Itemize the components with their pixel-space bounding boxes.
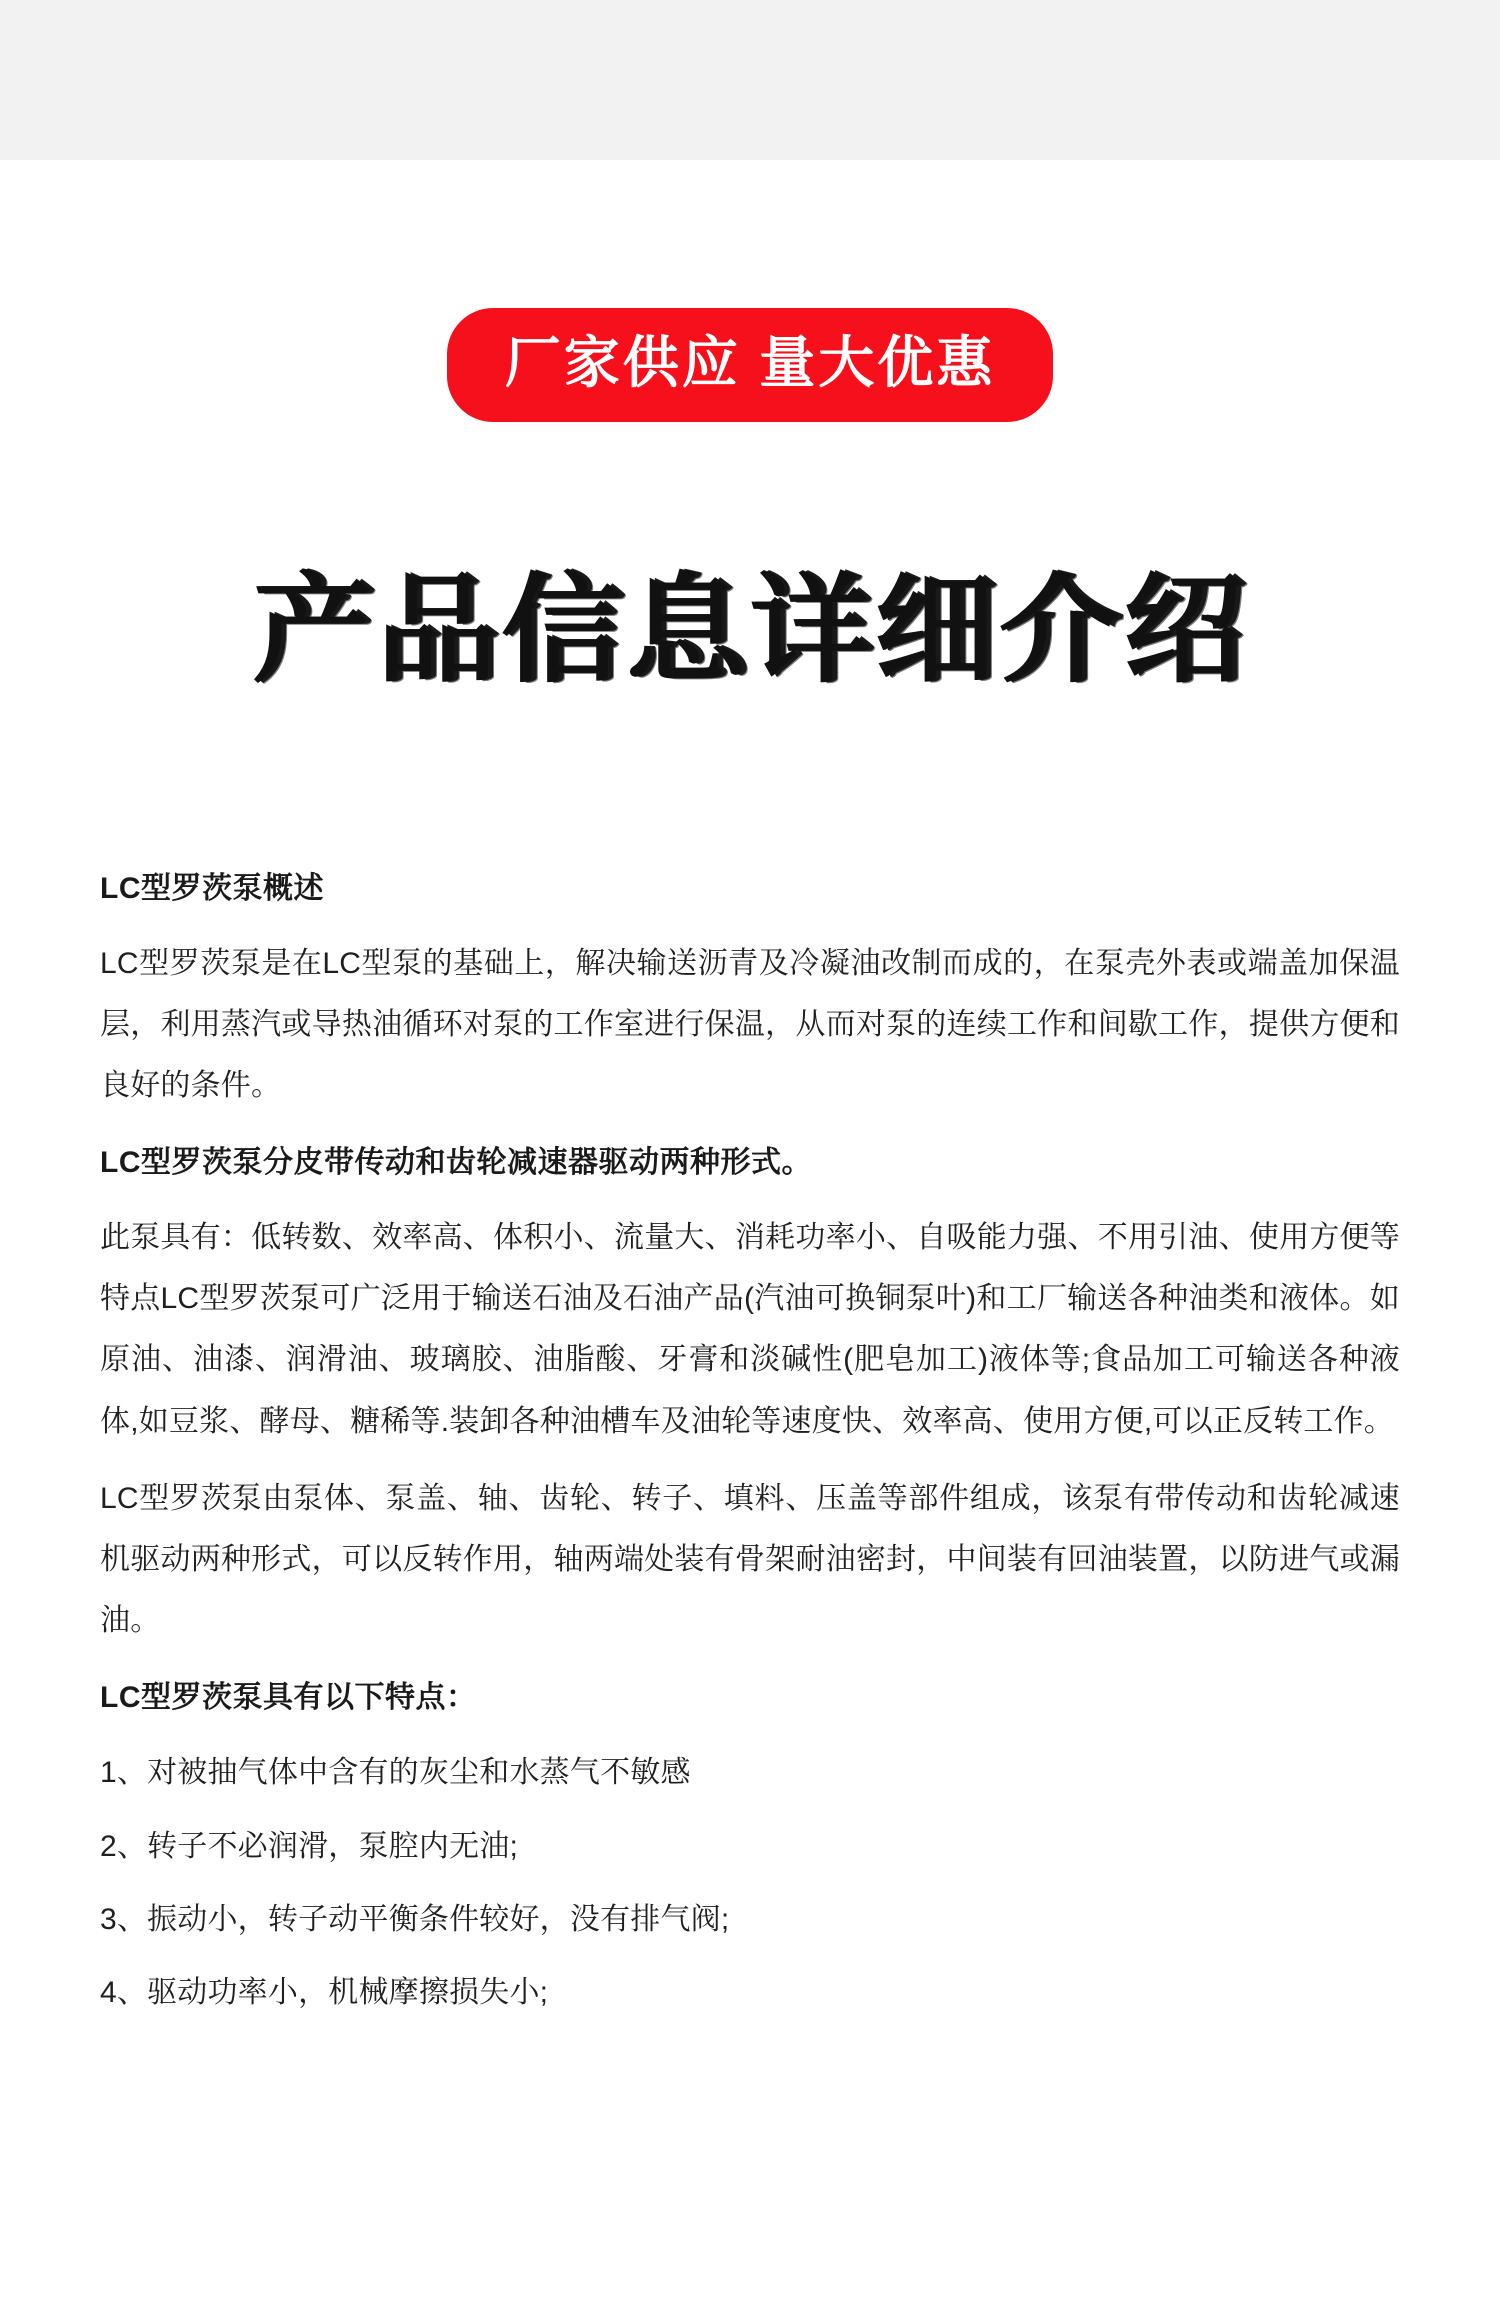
- promo-badge-container: [100, 308, 1400, 422]
- section-heading-features: LC型罗茨泵具有以下特点：: [100, 1681, 477, 1715]
- page-title-container: [100, 488, 1400, 774]
- feature-list-item: 1、对被抽气体中含有的灰尘和水蒸气不敏感: [100, 1756, 691, 1790]
- top-gray-band: [0, 0, 1500, 160]
- section-paragraph: LC型罗茨泵由泵体、泵盖、轴、齿轮、转子、填料、压盖等部件组成，该泵有带传动和齿轮减速机驱动两种形式，可以反转作用，轴两端处装有骨架耐油密封，中间装有回油装置，以防进气或漏油。: [100, 1481, 1400, 1638]
- section-heading-drive-types: LC型罗茨泵分皮带传动和齿轮减速器驱动两种形式。: [100, 1146, 812, 1180]
- feature-list-item: 3、振动小，转子动平衡条件较好，没有排气阀;: [100, 1902, 730, 1936]
- section-heading-overview: LC型罗茨泵概述: [100, 871, 324, 905]
- page-title: 产品信息详细介绍: [252, 561, 1248, 700]
- page-content: [0, 308, 1500, 2023]
- section-paragraph: 此泵具有：低转数、效率高、体积小、流量大、消耗功率小、自吸能力强、不用引油、使用方便等特点LC型罗茨泵可广泛用于输送石油及石油产品(汽油可换铜泵叶)和工厂输送各种油类和液体。如原油、油漆、润滑油、玻璃胶、油脂酸、牙膏和淡碱性(肥皂加工)液体等;食品加工可输送各种液体,如豆浆、酵母、糖稀等.装卸各种油槽车及油轮等速度快、效率高、使用方便,可以正反转工作。: [100, 1221, 1400, 1438]
- feature-list-item: 4、驱动功率小，机械摩擦损失小;: [100, 1975, 549, 2009]
- feature-list-item: 2、转子不必润滑，泵腔内无油;: [100, 1829, 519, 1863]
- section-paragraph: LC型罗茨泵是在LC型泵的基础上，解决输送沥青及冷凝油改制而成的，在泵壳外表或端盖加保温层，利用蒸汽或导热油循环对泵的工作室进行保温，从而对泵的连续工作和间歇工作，提供方便和良好的条件。: [100, 946, 1400, 1102]
- promo-badge: 厂家供应 量大优惠: [447, 308, 1054, 422]
- article-body: [100, 866, 1400, 2024]
